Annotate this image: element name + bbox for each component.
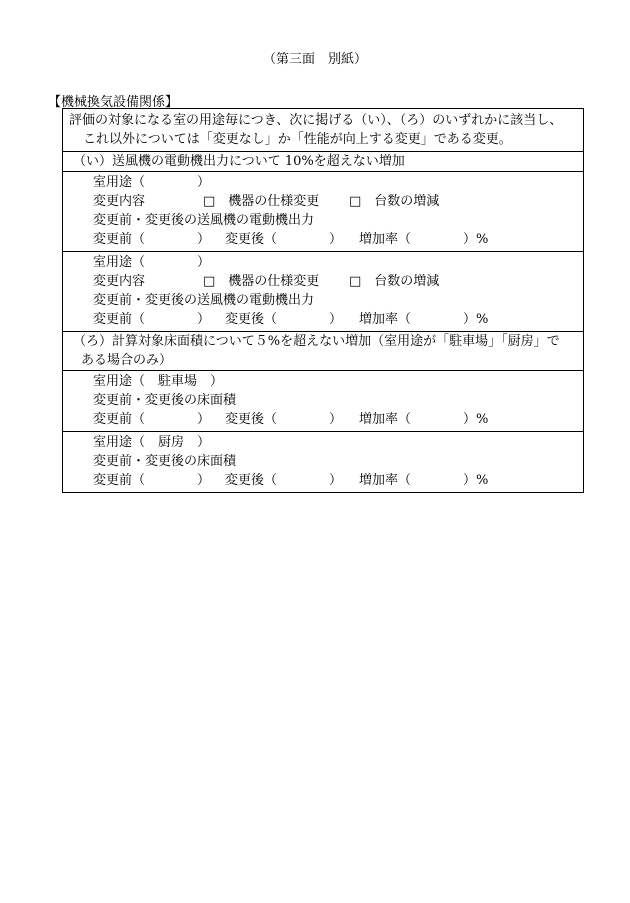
increase-rate-field[interactable]: 増加率（ ）% (359, 232, 489, 247)
option-spec-change-checkbox[interactable]: □ 機器の仕様変更 (203, 274, 320, 289)
page-heading: （第三面 別紙） (262, 52, 367, 67)
option-unit-count-checkbox[interactable]: □ 台数の増減 (349, 194, 440, 209)
motor-output-label: 変更前・変更後の送風機の電動機出力 (93, 213, 315, 228)
part-i-entry-1 (63, 172, 583, 252)
increase-rate-field[interactable]: 増加率（ ）% (359, 312, 489, 327)
before-field[interactable]: 変更前（ ） (93, 412, 211, 427)
part-ro-header (63, 332, 583, 371)
room-use-field[interactable]: 室用途（ ） (93, 255, 211, 270)
part-i-header-text: （い）送風機の電動機出力について 10%を超えない増加 (73, 154, 405, 169)
part-i-header (63, 152, 583, 172)
part-ro-header-line-1: （ろ）計算対象床面積について５%を超えない増加（室用途が「駐車場」「厨房」で (73, 334, 560, 349)
after-field[interactable]: 変更後（ ） (225, 412, 343, 427)
form-frame (62, 108, 584, 493)
room-use-field: 室用途（ 駐車場 ） (93, 374, 224, 389)
intro-line-1: 評価の対象になる室の用途毎につき、次に掲げる（い）、（ろ）のいずれかに該当し、 (69, 113, 563, 128)
intro-line-2: これ以外については「変更なし」か「性能が向上する変更」である変更。 (83, 132, 512, 147)
part-ro-entry-kitchen (63, 432, 583, 492)
part-i-entry-2 (63, 252, 583, 332)
after-field[interactable]: 変更後（ ） (225, 312, 343, 327)
change-content-label: 変更内容 (93, 194, 146, 209)
option-unit-count-checkbox[interactable]: □ 台数の増減 (349, 274, 440, 289)
floor-area-label: 変更前・変更後の床面積 (93, 393, 237, 408)
section-title: 【機械換気設備関係】 (48, 95, 179, 110)
increase-rate-field[interactable]: 増加率（ ）% (359, 412, 489, 427)
part-ro-header-line-2: ある場合のみ） (81, 353, 173, 368)
room-use-field[interactable]: 室用途（ ） (93, 175, 211, 190)
after-field[interactable]: 変更後（ ） (225, 232, 343, 247)
before-field[interactable]: 変更前（ ） (93, 473, 211, 488)
change-content-label: 変更内容 (93, 274, 146, 289)
floor-area-label: 変更前・変更後の床面積 (93, 454, 237, 469)
before-field[interactable]: 変更前（ ） (93, 312, 211, 327)
option-spec-change-checkbox[interactable]: □ 機器の仕様変更 (203, 194, 320, 209)
intro-block (63, 109, 583, 152)
motor-output-label: 変更前・変更後の送風機の電動機出力 (93, 293, 315, 308)
after-field[interactable]: 変更後（ ） (225, 473, 343, 488)
before-field[interactable]: 変更前（ ） (93, 232, 211, 247)
increase-rate-field[interactable]: 増加率（ ）% (359, 473, 489, 488)
room-use-field: 室用途（ 厨房 ） (93, 435, 211, 450)
part-ro-entry-parking (63, 371, 583, 432)
